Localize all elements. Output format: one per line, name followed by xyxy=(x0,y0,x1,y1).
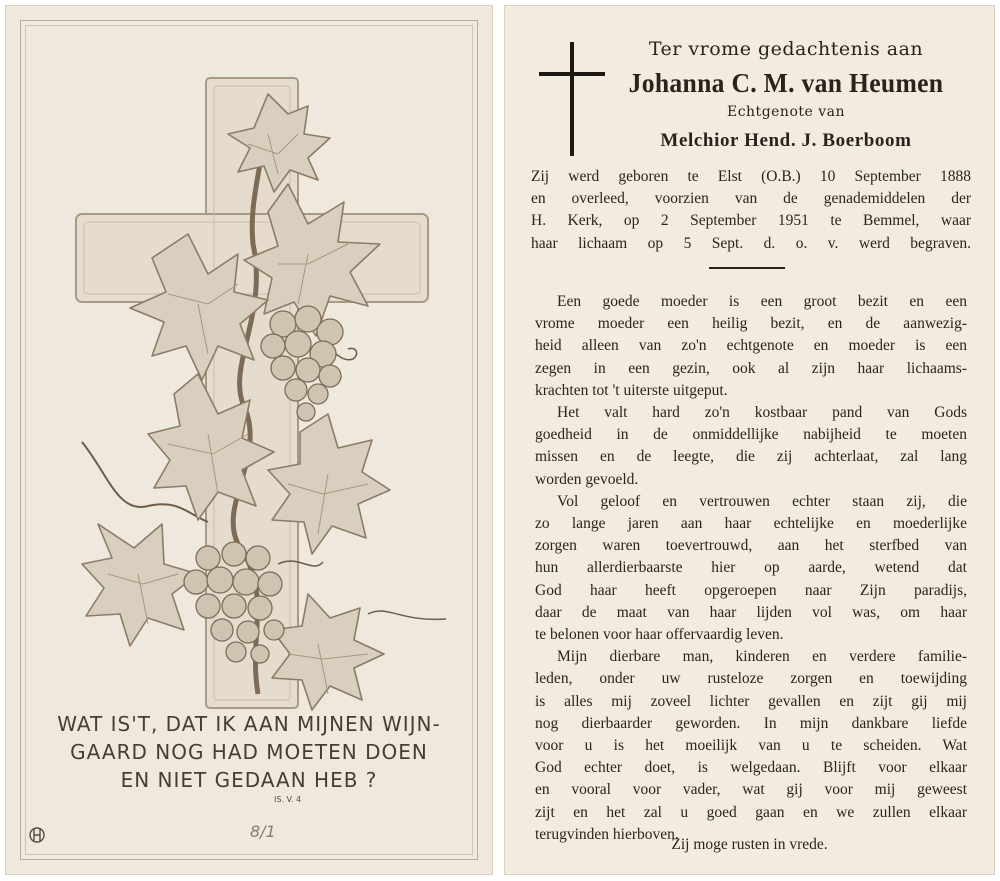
publisher-monogram-icon xyxy=(28,824,46,844)
text-line: daar de maat van haar lijden vol was, om haar xyxy=(535,603,967,621)
inventory-number: 8/1 xyxy=(250,822,276,841)
text-line: zegen in een gezin, ook al zijn haar lichaams- xyxy=(535,359,967,377)
spouse-label: Echtgenote van xyxy=(726,104,846,120)
text-line: God echter doet, is welgedaan. Blijft voor elkaar xyxy=(535,759,967,777)
text-line: Een goede moeder is een groot bezit en een xyxy=(557,293,967,310)
bio-line: H. Kerk, op 2 September 1951 te Bemmel, waar xyxy=(531,212,971,230)
text-line: God haar heeft opgeroepen naar Zijn paradijs, xyxy=(535,581,967,599)
biography-paragraph xyxy=(531,166,971,255)
text-line: terugvinden hierboven. xyxy=(535,825,679,843)
text-line: hun allerdierbaarste hier op aarde, wetend dat xyxy=(535,559,967,577)
prayer-card-front xyxy=(5,5,493,875)
text-line: krachten tot 't uiterste uitgeput. xyxy=(535,381,728,399)
bio-line: Zij werd geboren te Elst (O.B.) 10 September 1888 xyxy=(531,168,971,185)
text-line: heid alleen van zo'n echtgenote en moeder is een xyxy=(535,337,967,355)
verse-line-1: WAT IS'T, DAT IK AAN MIJNEN WIJN- xyxy=(57,712,441,736)
text-line: te belonen voor haar offervaardig leven. xyxy=(535,626,784,644)
prayer-card-back xyxy=(504,5,995,875)
deceased-name: Johanna C. M. van Heumen xyxy=(628,68,944,98)
bio-line: haar lichaam op 5 Sept. d. o. v. werd begraven. xyxy=(531,234,971,252)
closing-prayer: Zij moge rusten in vrede. xyxy=(671,836,828,853)
bio-line: en overleed, voorzien van de genademiddelen der xyxy=(531,190,971,208)
verse-reference: IS. V. 4 xyxy=(274,795,302,804)
memorial-text xyxy=(535,291,967,846)
text-line: nog dierbaarder geworden. In mijn dankbare liefde xyxy=(535,714,967,732)
verse-line-2: GAARD NOG HAD MOETEN DOEN xyxy=(70,740,428,764)
text-line: Het valt hard zo'n kostbaar pand van Gods xyxy=(557,404,967,422)
text-line: en vooral voor vader, wat gij voor mij geweest xyxy=(535,781,967,799)
text-line: is alles mij zoveel lichter gevallen en zijt gij mij xyxy=(535,692,967,710)
text-line: voor u is het moeilijk van u te scheiden. Wat xyxy=(535,737,967,755)
verse-line-3: EN NIET GEDAAN HEB ? xyxy=(120,768,378,792)
divider xyxy=(709,267,785,269)
cross-grapevine-illustration xyxy=(68,74,448,714)
text-line: Mijn dierbare man, kinderen en verdere familie- xyxy=(557,648,967,666)
text-line: Vol geloof en vertrouwen echter staan zij, die xyxy=(557,492,967,510)
memorial-heading: Ter vrome gedachtenis aan xyxy=(648,38,924,60)
text-line: leden, onder uw rusteloze zorgen en toewijding xyxy=(535,670,967,688)
text-line: vrome moeder een heilig bezit, en de aanwezig- xyxy=(535,315,967,333)
text-line: zijt en het zal u goed gaan en we zullen elkaar xyxy=(535,803,967,821)
latin-cross-icon xyxy=(539,42,609,156)
text-line: missen en de leegte, die zij achterlaat, zal lang xyxy=(535,448,967,466)
text-line: zorgen waren toevertrouwd, aan het sterfbed van xyxy=(535,537,967,555)
spouse-name: Melchior Hend. J. Boerboom xyxy=(660,130,912,151)
text-line: goedheid in de onmiddellijke nabijheid te moeten xyxy=(535,426,967,444)
text-line: worden gevoeld. xyxy=(535,470,639,488)
text-line: zo lange jaren aan haar echtelijke en moederlijke xyxy=(535,515,967,533)
